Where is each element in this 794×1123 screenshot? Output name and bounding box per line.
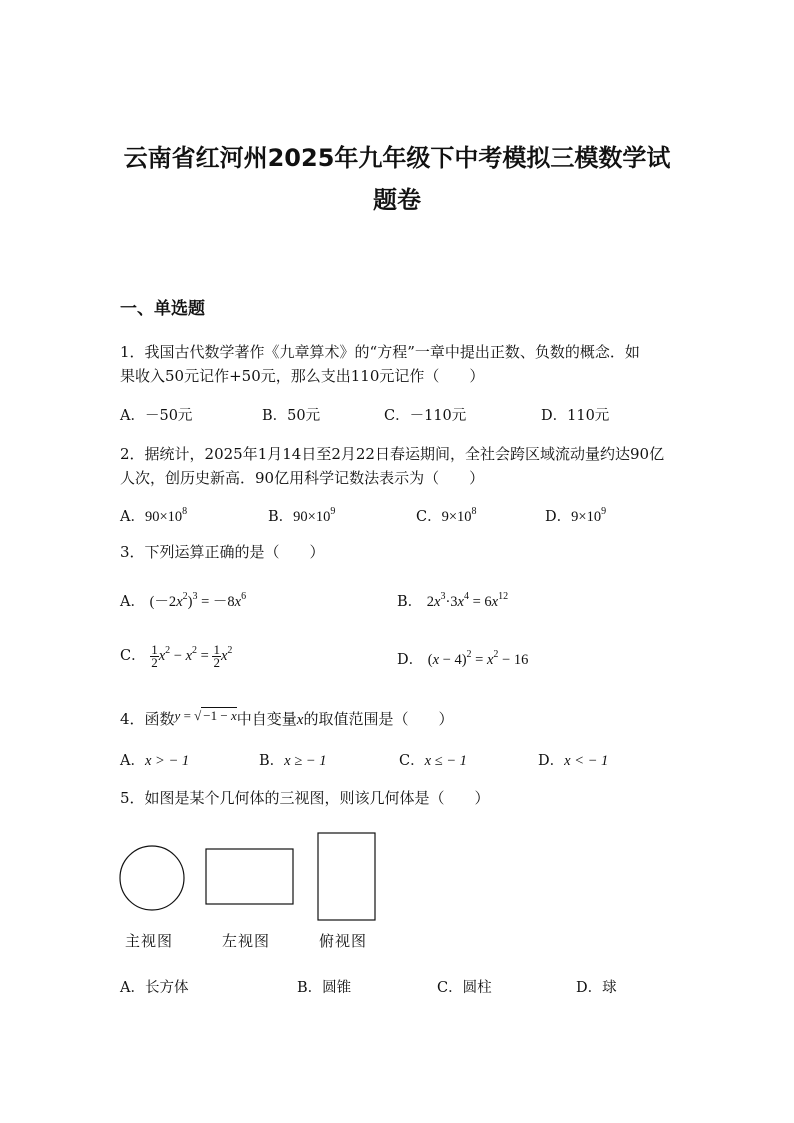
section-heading: 一、单选题 — [120, 299, 205, 319]
option-label: C． — [416, 509, 442, 525]
question-3-option-a[interactable] — [120, 590, 246, 611]
function-expression: y = √ −1 − x — [174, 708, 237, 723]
question-1-option-a[interactable]: A．－50元 — [120, 408, 193, 424]
question-2-line-1: 2．据统计，2025年1月14日至2月22日春运期间，全社会跨区域流动量约达90亿 — [120, 445, 665, 463]
question-2-line-2: 人次，创历史新高．90亿用科学记数法表示为（ ） — [120, 469, 485, 487]
question-5-option-d[interactable]: D．球 — [576, 980, 617, 996]
option-base: 90×10 — [293, 509, 331, 525]
question-4-stem: 4．函数y = √ −1 − x中自变量x的取值范围是（ ） — [120, 708, 454, 728]
math-expression: $(-2x^2)^3 = -8x^6$ — [149, 591, 247, 610]
question-5-option-c[interactable]: C．圆柱 — [437, 980, 492, 996]
question-4-option-b[interactable]: B．x ≥ − 1 — [259, 753, 327, 769]
option-label: C． — [120, 648, 146, 664]
option-exponent: 9 — [601, 506, 607, 517]
question-2-option-d[interactable] — [545, 505, 606, 526]
question-2-option-c[interactable] — [416, 505, 477, 526]
question-3-option-b[interactable] — [397, 590, 508, 611]
option-label: D． — [545, 509, 572, 525]
question-5-option-b[interactable]: B．圆锥 — [297, 980, 352, 996]
document-title-line-2: 题卷 — [373, 186, 421, 214]
option-base: 90×10 — [144, 509, 183, 525]
question-1-line-1: 1．我国古代数学著作《九章算术》的“方程”一章中提出正数、负数的概念．如 — [120, 343, 640, 361]
option-label: B． — [268, 509, 294, 525]
question-2-option-b[interactable] — [268, 505, 335, 526]
question-3-stem: 3．下列运算正确的是（ ） — [120, 543, 325, 561]
top-view-label: 俯视图 — [319, 932, 368, 950]
option-label: D． — [397, 652, 424, 668]
side-view-rectangle — [206, 849, 293, 904]
front-view-label: 主视图 — [125, 932, 174, 950]
option-exponent: 8 — [471, 506, 477, 517]
document-title-line-1: 云南省红河州2025年九年级下中考模拟三模数学试 — [123, 144, 671, 172]
question-5-option-a[interactable]: A．长方体 — [120, 980, 189, 996]
option-base: 9×10 — [441, 509, 472, 525]
question-1-option-c[interactable]: C．－110元 — [384, 408, 467, 424]
option-base: 9×10 — [571, 509, 602, 525]
question-4-option-a[interactable]: A．x > − 1 — [120, 753, 190, 769]
front-view-circle — [120, 846, 184, 910]
option-exponent: 8 — [182, 506, 188, 517]
question-3-option-c[interactable] — [120, 644, 232, 669]
math-expression: $(x - 4)^2 = x^2 - 16$ — [427, 649, 529, 668]
top-view-rectangle — [318, 833, 375, 920]
question-3-option-d[interactable] — [397, 648, 528, 669]
question-4-option-c[interactable]: C．x ≤ − 1 — [399, 753, 467, 769]
question-1-option-b[interactable]: B．50元 — [262, 408, 321, 424]
question-1-option-d[interactable]: D．110元 — [541, 408, 610, 424]
side-view-label: 左视图 — [222, 932, 271, 950]
question-1-line-2: 果收入50元记作+50元，那么支出110元记作（ ） — [120, 367, 485, 385]
math-expression: $2x^3\cdot 3x^4 = 6x^{12}$ — [426, 591, 509, 610]
question-4-option-d[interactable]: D．x < − 1 — [538, 753, 609, 769]
option-label: A． — [120, 509, 145, 525]
math-expression: $\frac{1}{2}$ $x^2 - x^2$ = $\frac{1}{2}$ $x^2$ — [151, 642, 233, 671]
option-label: A． — [120, 594, 145, 610]
option-label: B． — [397, 594, 423, 610]
option-exponent: 9 — [330, 506, 336, 517]
question-2-option-a[interactable] — [120, 505, 187, 526]
question-5-stem: 5．如图是某个几何体的三视图，则该几何体是（ ） — [120, 789, 490, 807]
three-views-figure — [115, 828, 385, 928]
